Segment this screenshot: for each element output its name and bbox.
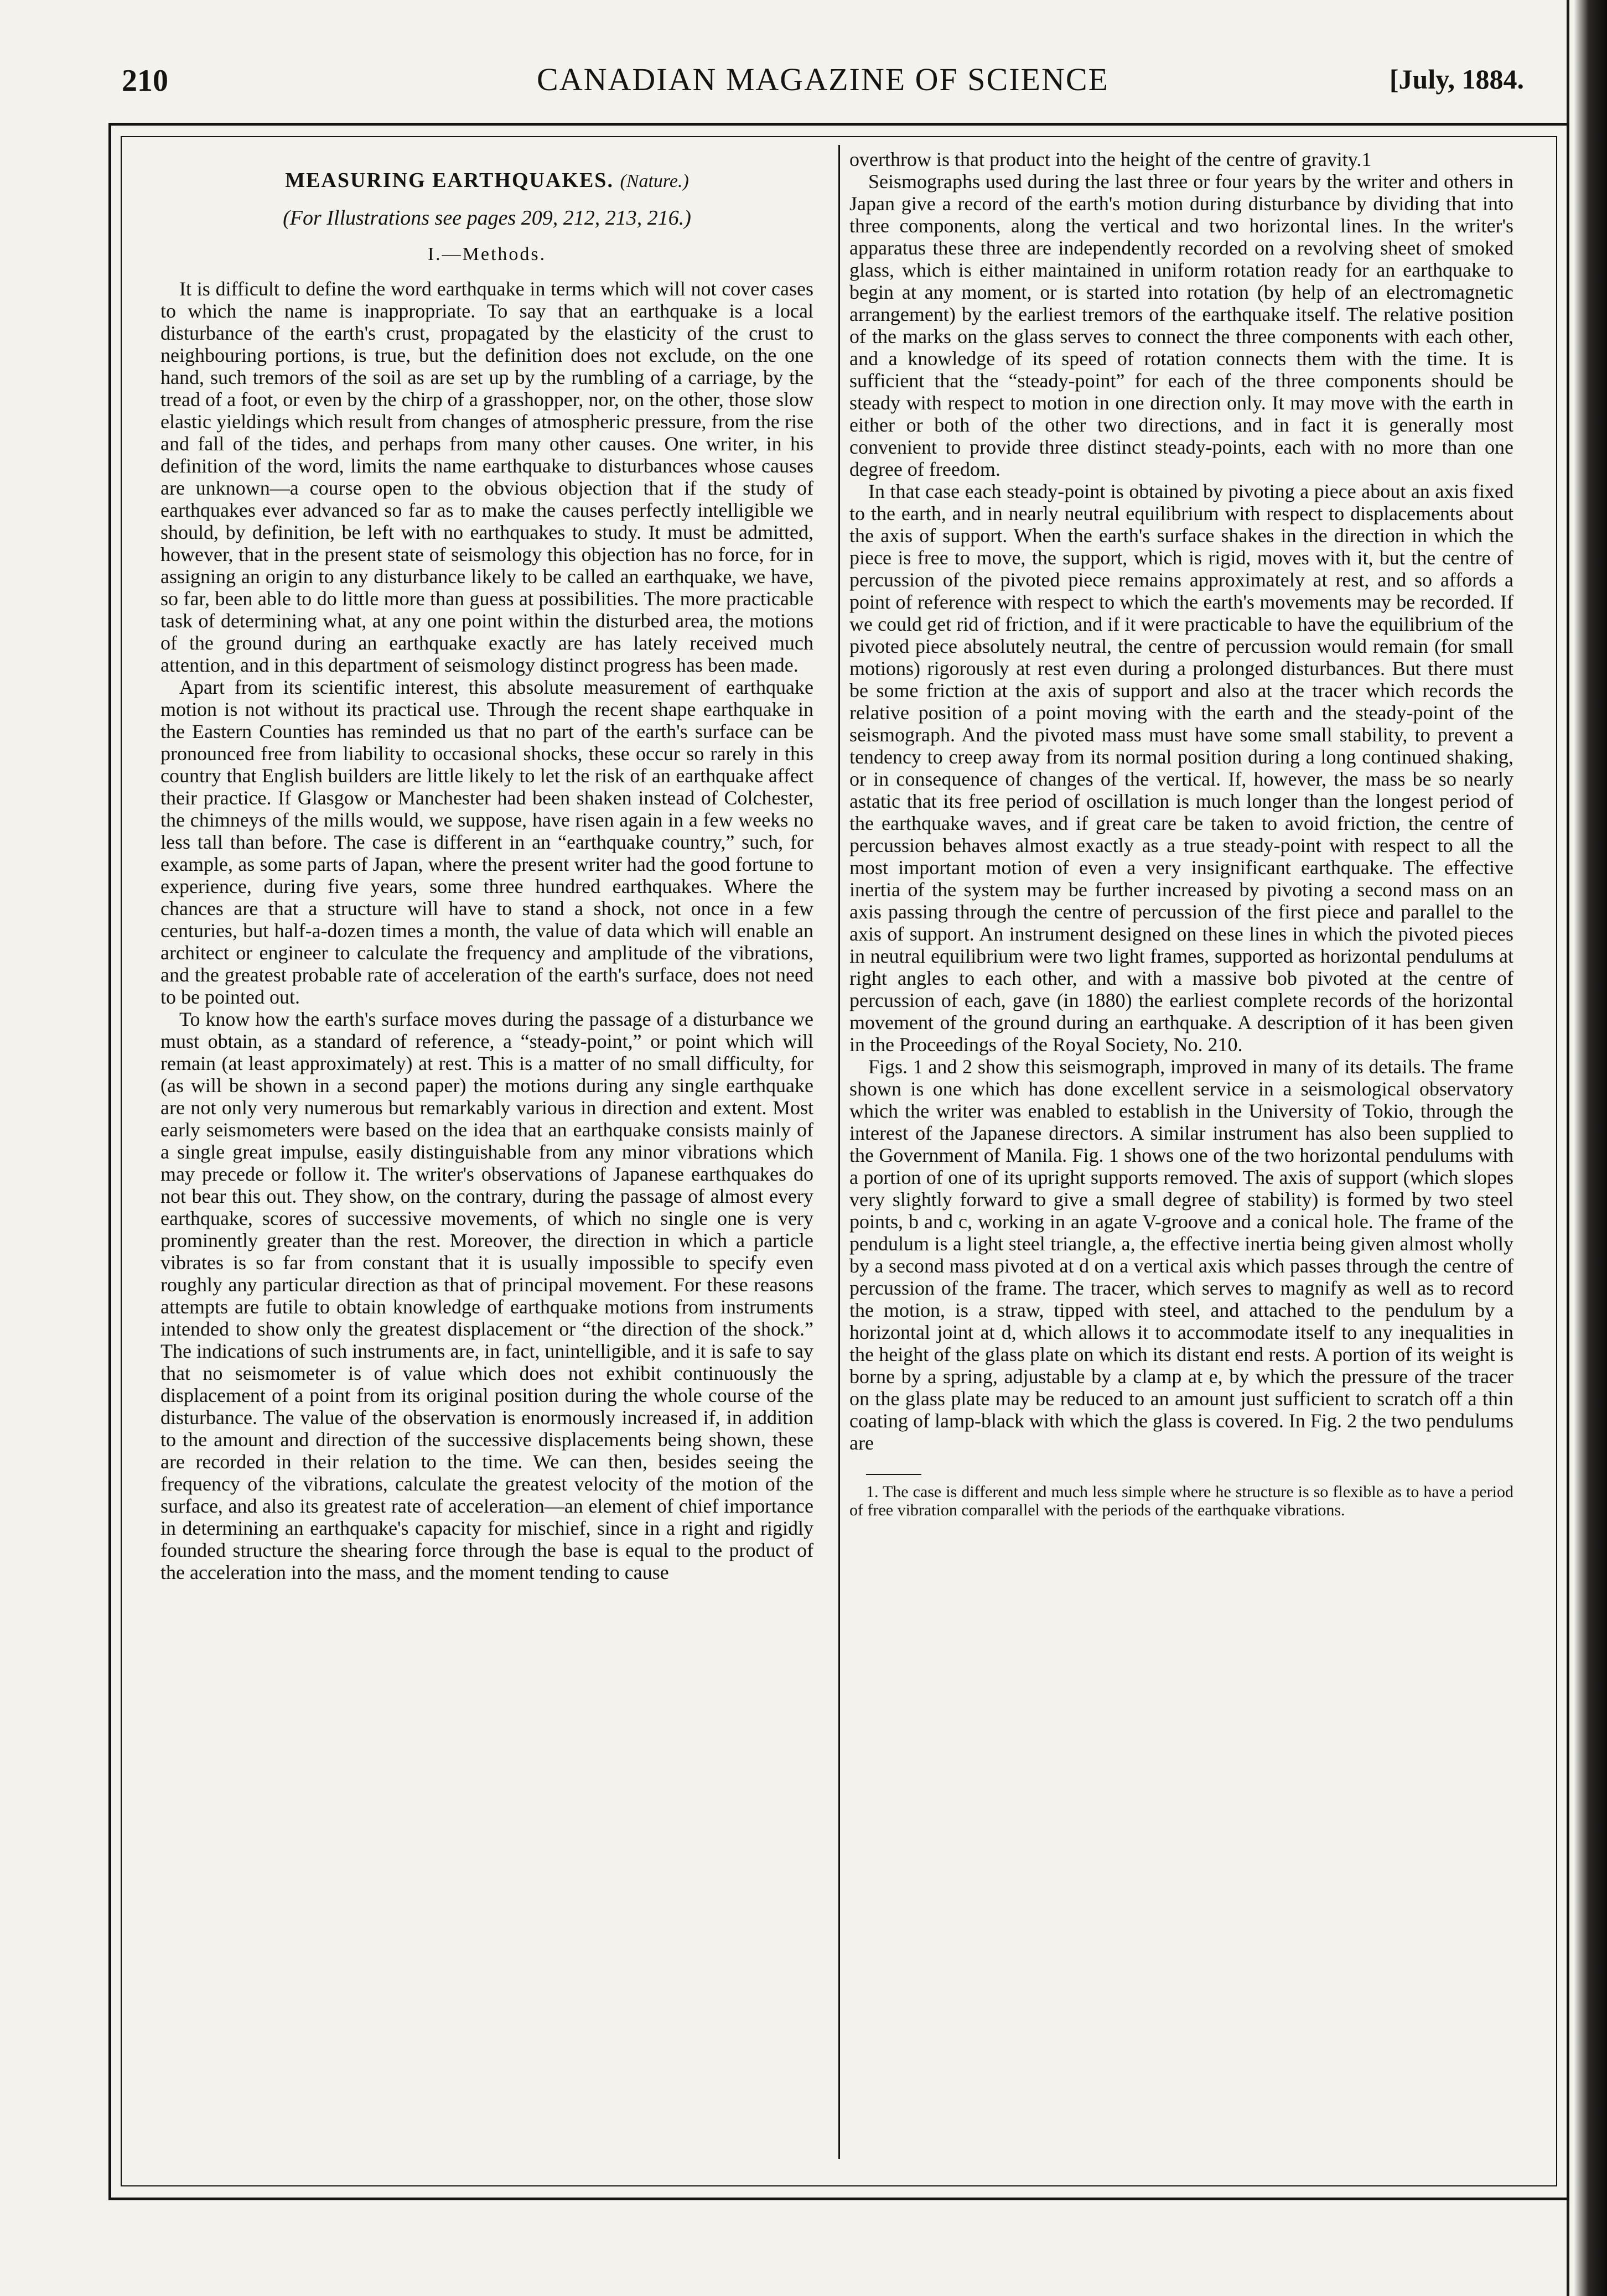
paragraph: It is difficult to define the word earthquake in terms which will not cover cases to which the name is inappropriate. To say that an earthquake is a local disturbance of the earth's crust, propagated by the elasticity of the crust to neighbouring portions, is true, but the definition does not exclude, on the one hand, such tremors of the soil as are set up by the rumbling of a carriage, by the tread of a foot, or even by the chirp of a grasshopper, nor, on the other, those slow elastic yieldings which result from changes of atmospheric pressure, from the rise and fall of the tides, and perhaps from many other causes. One writer, in his definition of the word, limits the name earthquake to disturbances whose causes are unknown—a course open to the obvious objection that if the study of earthquakes ever advanced so far as to make the causes perfectly intelligible we should, by definition, be left with no earthquakes to study. It must be admitted, however, that in the present state of seismology this objection has no force, for in assigning an origin to any disturbance likely to be called an earthquake, we have, so far, been able to do little more than guess at possibilities. The more practicable task of determining what, at any one point within the disturbed area, the motions of the ground during an earthquake exactly are has lately received much attention, and in this department of seismology distinct progress has been made. (160, 278, 813, 676)
article-title: MEASURING EARTHQUAKES. (285, 169, 614, 192)
illustrations-note: (For Illustrations see pages 209, 212, 213, 216.) (283, 206, 691, 230)
issue-date: [July, 1884. (1389, 64, 1524, 95)
paragraph: Seismographs used during the last three or four years by the writer and others in Japan give a record of the earth's motion during disturbance by dividing that into three components, along the vertical and two horizontal lines. In the writer's apparatus these three are independently recorded on a revolving sheet of smoked glass, which is either maintained in uniform rotation ready for an earthquake to begin at any moment, or is started into rotation (by help of an electromagnetic arrangement) by the earliest tremors of the earthquake itself. The relative position of the marks on the glass serves to connect the three components with each other, and a knowledge of its speed of rotation connects them with the time. It is sufficient that the “steady-point” for each of the three components should be steady with respect to motion in one direction only. It may move with the earth in either or both of the other two directions, and in fact it is generally most convenient to provide three distinct steady-points, each with no more than one degree of freedom. (849, 170, 1513, 480)
left-column (160, 148, 813, 2162)
scan-page-edge (1574, 0, 1607, 2296)
paragraph: To know how the earth's surface moves during the passage of a disturbance we must obtain, as a standard of reference, a “steady-point,” or point which will remain (at least approximately) at rest. This is a matter of no small difficulty, for (as will be shown in a second paper) the motions during any single earthquake are not only very numerous but remarkably various in direction and extent. Most early seismometers were based on the idea that an earthquake consists mainly of a single great impulse, easily distinguishable from any minor vibrations which may precede or follow it. The writer's observations of Japanese earthquakes do not bear this out. They show, on the contrary, during the passage of almost every earthquake, scores of successive movements, of which no single one is very prominently greater than the rest. Moreover, the direction in which a particle vibrates is so far from constant that it is usually impossible to specify even roughly any particular direction as that of principal movement. For these reasons attempts are futile to obtain knowledge of earthquake motions from instruments intended to show only the greatest displacement or “the direction of the shock.” The indications of such instruments are, in fact, unintelligible, and it is safe to say that no seismometer is of value which does not exhibit continuously the displacement of a point from its original position during the whole course of the disturbance. The value of the observation is enormously increased if, in addition to the amount and direction of the successive displacements being shown, these are recorded in their relation to the time. We can then, besides seeing the frequency of the vibrations, calculate the greatest velocity of the motion of the surface, and also its greatest rate of acceleration—an element of chief importance in determining an earthquake's capacity for mischief, since in a right and rigidly founded structure the shearing force through the base is equal to the product of the acceleration into the mass, and the moment tending to cause (160, 1008, 813, 1583)
paragraph: overthrow is that product into the height of the centre of gravity.1 (849, 148, 1372, 170)
article-title-line (160, 169, 813, 193)
paragraph: In that case each steady-point is obtained by pivoting a piece about an axis fixed to the earth, and in nearly neutral equilibrium with respect to displacements about the axis of support. When the earth's surface shakes in the direction in which the piece is free to move, the support, which is rigid, moves with it, but the centre of percussion of the pivoted piece remains approximately at rest, and so affords a point of reference with respect to which the earth's movements may be recorded. If we could get rid of friction, and if it were practicable to have the equilibrium of the pivoted piece absolutely neutral, the centre of percussion would remain (for small motions) rigorously at rest even during a prolonged disturbances. But there must be some friction at the axis of support and also at the tracer which records the relative position of a point moving with the earth and the steady-point of the seismograph. And the pivoted mass must have some small stability, to prevent a tendency to creep away from its normal position during a long continued shaking, or in consequence of changes of the vertical. If, however, the mass be so nearly astatic that its free period of oscillation is much longer than the longest period of the earthquake waves, and if great care be taken to avoid friction, the centre of percussion behaves almost exactly as a true steady-point with respect to all the most important motion of even a very insignificant earthquake. The effective inertia of the system may be further increased by pivoting a second mass on an axis passing through the centre of percussion of the first piece and parallel to the axis of support. An instrument designed on these lines in which the pivoted pieces in neutral equilibrium were two light frames, supported as horizontal pendulums at right angles to each other, and with a massive bob pivoted at the centre of percussion of each, gave (in 1880) the earliest complete records of the horizontal movement of the ground during an earthquake. A description of it has been given in the Proceedings of the Royal Society, No. 210. (849, 480, 1513, 1056)
article-source: (Nature.) (620, 171, 689, 191)
column-divider (838, 145, 840, 2159)
journal-title: CANADIAN MAGAZINE OF SCIENCE (537, 61, 1109, 97)
footnote-rule (866, 1474, 921, 1475)
footnote: 1. The case is different and much less simple where he structure is so flexible as to have a period of free vibration comparallel with the periods of the earthquake vibrations. (849, 1483, 1513, 1519)
paragraph: Figs. 1 and 2 show this seismograph, improved in many of its details. The frame shown is one which has done excellent service in a seismological observatory which the writer was enabled to establish in the University of Tokio, through the interest of the Japanese directors. A similar instrument has also been supplied to the Government of Manila. Fig. 1 shows one of the two horizontal pendulums with a portion of one of its upright supports removed. The axis of support (which slopes very slightly forward to give a small degree of stability) is formed by two steel points, b and c, working in an agate V-groove and a conical hole. The frame of the pendulum is a light steel triangle, a, the effective inertia being given almost wholly by a second mass pivoted at d on a vertical axis which passes through the centre of percussion of the frame. The tracer, which serves to magnify as well as to record the motion, is a straw, tipped with steel, and attached to the pendulum by a horizontal joint at d, which allows it to accommodate itself to any inequalities in the height of the glass plate on which its distant end rests. A portion of its weight is borne by a spring, adjustable by a clamp at e, by which the pressure of the tracer on the glass plate may be reduced to an amount just sufficient to scratch off a thin coating of lamp-black with which the glass is covered. In Fig. 2 the two pendulums are (849, 1056, 1513, 1454)
section-heading: I.—Methods. (427, 244, 547, 264)
running-head (122, 58, 1524, 107)
paragraph: Apart from its scientific interest, this absolute measurement of earthquake motion is not without its practical use. Through the recent shape earthquake in the Eastern Counties has reminded us that no part of the earth's surface can be pronounced free from liability to occasional shocks, these occur so rarely in this country that English builders are little likely to let the risk of an earthquake affect their practice. If Glasgow or Manchester had been shaken instead of Colchester, the chimneys of the mills would, we suppose, have risen again in a few weeks no less tall than before. The case is different in an “earthquake country,” such, for example, as some parts of Japan, where the present writer had the good fortune to experience, during five years, some three hundred earthquakes. Where the chances are that a structure will have to stand a shock, not once in a few centuries, but half-a-dozen times a month, the value of data which will enable an architect or engineer to calculate the frequency and amplitude of the vibrations, and the greatest probable rate of acceleration of the earth's surface, does not need to be pointed out. (160, 676, 813, 1008)
page-number: 210 (122, 64, 168, 98)
right-column (849, 148, 1513, 2162)
